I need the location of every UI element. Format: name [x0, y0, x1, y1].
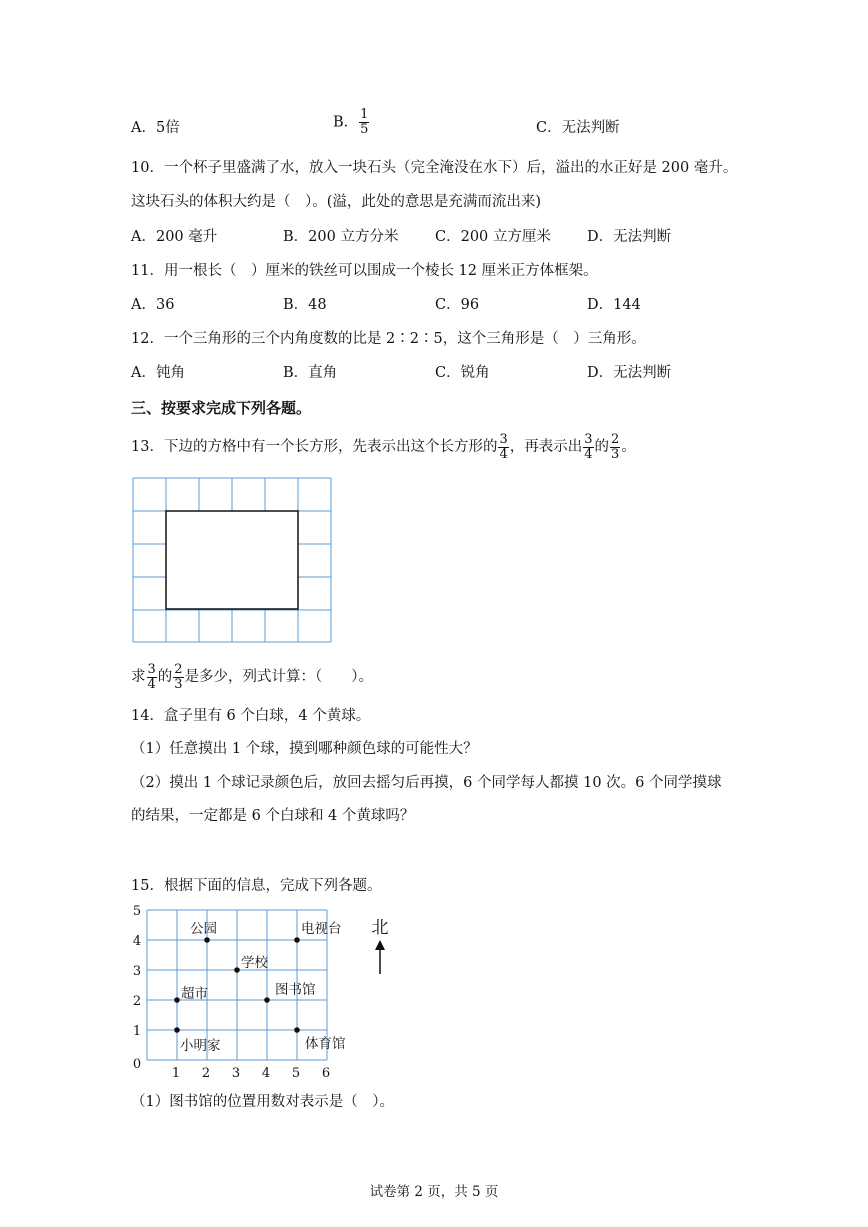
y-tick-label: 0 [132, 1057, 142, 1072]
place-label: 公园 [190, 921, 217, 937]
q12-option-d: D．无法判断 [587, 365, 672, 381]
q13-text-c: 的 [594, 439, 610, 455]
fraction-denominator: 3 [611, 446, 620, 462]
q10-option-b: B．200 立方分米 [283, 229, 399, 245]
north-arrow-head-icon [375, 940, 385, 950]
fraction-denominator: 5 [360, 122, 369, 137]
fraction-denominator: 4 [147, 676, 156, 692]
fraction-numerator: 2 [611, 431, 620, 447]
q10-option-d: D．无法判断 [587, 229, 672, 245]
place-point [294, 1027, 300, 1033]
q14-line1: 14．盒子里有 6 个白球，4 个黄球。 [131, 708, 371, 724]
q11-option-d: D．144 [587, 297, 641, 313]
q10-option-a: A．200 毫升 [131, 229, 218, 245]
q10-line2: 这块石头的体积大约是（ ）。(溢，此处的意思是充满而流出来) [131, 194, 542, 210]
q13-fraction-1 [498, 433, 508, 462]
q15-coordinate-grid [120, 900, 400, 1085]
y-tick-label: 2 [132, 994, 142, 1009]
q9-option-b-fraction [359, 108, 369, 137]
place-point [234, 967, 240, 973]
q11-option-a: A．36 [131, 297, 175, 313]
q13-fraction-3 [610, 433, 620, 462]
x-tick-label: 1 [171, 1066, 181, 1081]
q12-option-a: A．钝角 [131, 365, 185, 381]
q14-sub2-line2: 的结果，一定都是 6 个白球和 4 个黄球吗？ [131, 808, 415, 824]
q13-calc-text-c: 是多少，列式计算：（ ）。 [184, 669, 374, 685]
fraction-denominator: 4 [499, 446, 508, 462]
x-tick-label: 2 [201, 1066, 211, 1081]
q14-sub1: （1）任意摸出 1 个球，摸到哪种颜色球的可能性大？ [131, 741, 478, 757]
q13-text-d: 。 [621, 439, 636, 455]
place-label: 电视台 [301, 921, 342, 937]
q13-fraction-2 [583, 433, 593, 462]
fraction-numerator: 1 [360, 107, 369, 122]
place-label: 小明家 [180, 1038, 221, 1054]
q12-option-c: C．锐角 [435, 365, 490, 381]
q13-calc [131, 660, 373, 694]
x-tick-label: 4 [261, 1066, 271, 1081]
q13-text-b: ，再表示出 [509, 439, 583, 455]
place-label: 学校 [241, 955, 268, 971]
place-point [174, 1027, 180, 1033]
q13-calc-fraction-2 [173, 663, 183, 692]
place-label: 图书馆 [275, 982, 316, 998]
place-label: 超市 [181, 986, 208, 1002]
q15-sub1: （1）图书馆的位置用数对表示是（ ）。 [131, 1094, 394, 1110]
q11-line1: 11．用一根长（ ）厘米的铁丝可以围成一个棱长 12 厘米正方体框架。 [131, 263, 598, 279]
y-tick-label: 4 [132, 934, 142, 949]
fraction-numerator: 3 [499, 431, 508, 447]
page-footer: 试卷第 2 页，共 5 页 [369, 1184, 499, 1200]
q9-option-a: A．5倍 [131, 120, 180, 136]
x-tick-label: 3 [231, 1066, 241, 1081]
place-point [294, 937, 300, 943]
place-label: 体育馆 [305, 1036, 346, 1052]
q9-option-b-prefix: B． [333, 114, 359, 131]
fraction-denominator: 3 [174, 676, 183, 692]
q13-prompt [131, 430, 636, 464]
q10-line1: 10．一个杯子里盛满了水，放入一块石头（完全淹没在水下）后，溢出的水正好是 200 毫升。 [131, 160, 738, 176]
north-label: 北 [371, 918, 389, 938]
y-tick-label: 3 [132, 964, 142, 979]
q11-option-b: B．48 [283, 297, 327, 313]
q15-line1: 15．根据下面的信息，完成下列各题。 [131, 878, 382, 894]
x-tick-label: 5 [291, 1066, 301, 1081]
rectangle-shape [166, 511, 298, 609]
q11-option-c: C．96 [435, 297, 480, 313]
y-tick-label: 1 [132, 1024, 142, 1039]
fraction-numerator: 2 [174, 661, 183, 677]
x-tick-label: 6 [321, 1066, 331, 1081]
y-tick-label: 5 [132, 904, 142, 919]
q13-grid [132, 477, 332, 643]
q13-text-a: 13．下边的方格中有一个长方形，先表示出这个长方形的 [131, 439, 498, 455]
q14-sub2-line1: （2）摸出 1 个球记录颜色后，放回去摇匀后再摸，6 个同学每人都摸 10 次。6 个同学摸球 [131, 775, 722, 791]
q13-calc-text-a: 求 [131, 669, 146, 685]
q13-calc-fraction-1 [147, 663, 157, 692]
q9-option-c: C．无法判断 [536, 120, 620, 136]
place-point [204, 937, 210, 943]
fraction-numerator: 3 [147, 661, 156, 677]
fraction-numerator: 3 [584, 431, 593, 447]
fraction-denominator: 4 [584, 446, 593, 462]
section-title: 三、按要求完成下列各题。 [131, 399, 312, 417]
q13-calc-text-b: 的 [157, 669, 173, 685]
place-point [264, 997, 270, 1003]
q9-option-b [333, 108, 370, 137]
place-point [174, 997, 180, 1003]
q12-option-b: B．直角 [283, 365, 338, 381]
q10-option-c: C．200 立方厘米 [435, 229, 551, 245]
q12-line1: 12．一个三角形的三个内角度数的比是 2∶2∶5，这个三角形是（ ）三角形。 [131, 331, 646, 347]
